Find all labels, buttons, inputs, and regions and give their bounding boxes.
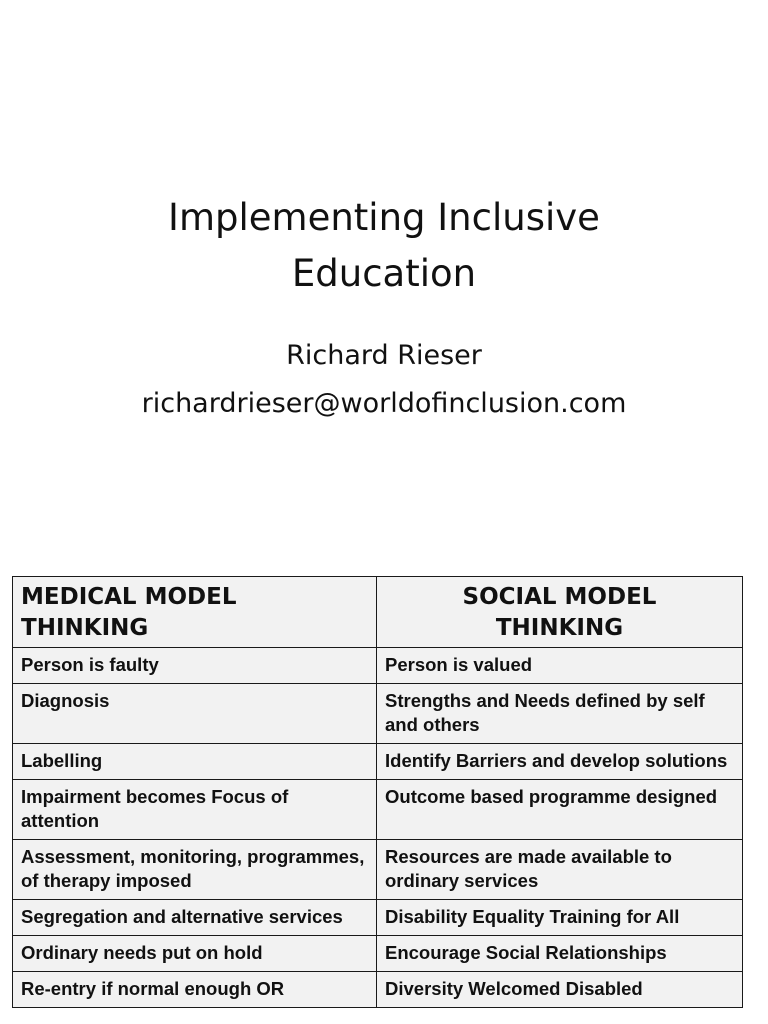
table-row bbox=[13, 972, 743, 1008]
table-row bbox=[13, 744, 743, 780]
table-header-row bbox=[13, 577, 743, 648]
header-medical-model bbox=[13, 577, 377, 648]
table-row bbox=[13, 684, 743, 744]
slide-title-line-1: Implementing Inclusive bbox=[168, 196, 600, 239]
header-social-line-2: THINKING bbox=[495, 615, 624, 641]
table-row bbox=[13, 840, 743, 900]
medical-cell: Person is faulty bbox=[13, 648, 377, 684]
medical-cell: Diagnosis bbox=[13, 684, 377, 744]
header-medical-line-1: MEDICAL MODEL bbox=[21, 584, 237, 610]
author-name: Richard Rieser bbox=[286, 340, 482, 371]
medical-cell: Ordinary needs put on hold bbox=[13, 936, 377, 972]
slide-title-line-2: Education bbox=[291, 252, 477, 295]
medical-cell: Assessment, monitoring, programmes, of therapy imposed bbox=[13, 840, 377, 900]
social-cell: Diversity Welcomed Disabled bbox=[377, 972, 743, 1008]
social-cell: Outcome based programme designed bbox=[377, 780, 743, 840]
social-cell: Disability Equality Training for All bbox=[377, 900, 743, 936]
social-cell: Person is valued bbox=[377, 648, 743, 684]
medical-cell: Re-entry if normal enough OR bbox=[13, 972, 377, 1008]
header-medical-line-2: THINKING bbox=[21, 615, 149, 641]
social-cell: Strengths and Needs defined by self and others bbox=[377, 684, 743, 744]
social-cell: Resources are made available to ordinary services bbox=[377, 840, 743, 900]
medical-cell: Impairment becomes Focus of attention bbox=[13, 780, 377, 840]
table-row bbox=[13, 900, 743, 936]
medical-cell: Segregation and alternative services bbox=[13, 900, 377, 936]
table-row bbox=[13, 936, 743, 972]
slide-title bbox=[0, 190, 768, 302]
header-social-model bbox=[377, 577, 743, 648]
table-row bbox=[13, 780, 743, 840]
medical-cell: Labelling bbox=[13, 744, 377, 780]
author-email: richardrieser@worldofinclusion.com bbox=[141, 388, 627, 419]
model-comparison-table-wrap bbox=[12, 576, 742, 1008]
slide-subtitle bbox=[0, 332, 768, 428]
model-comparison-table bbox=[12, 576, 743, 1008]
social-cell: Identify Barriers and develop solutions bbox=[377, 744, 743, 780]
social-cell: Encourage Social Relationships bbox=[377, 936, 743, 972]
table-row bbox=[13, 648, 743, 684]
header-social-line-1: SOCIAL MODEL bbox=[462, 584, 657, 610]
